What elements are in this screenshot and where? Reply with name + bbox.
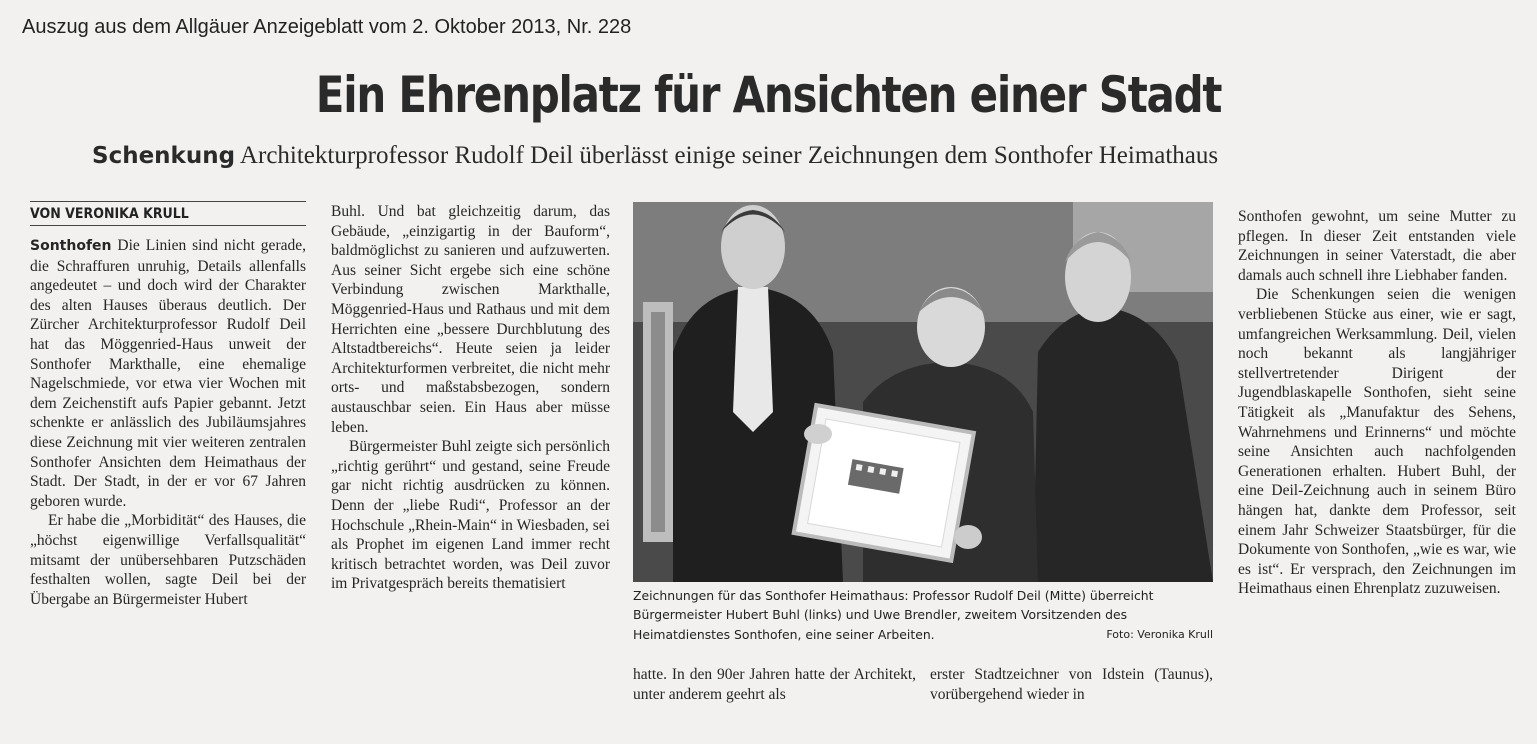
caption-text: Zeichnungen für das Sonthofer Heimathaus: Professor Rudolf Deil (Mitte) überreicht Bürgermeister Hubert Buhl (links) und Uwe Brendler, zweitem Vorsitzenden des Heimatdienstes Sonthofen, eine seiner Arbeiten. [633, 588, 1154, 642]
below-photo-column-right: erster Stadtzeichner von Idstein (Taunus), vorübergehend wieder in [930, 666, 1213, 703]
column-4 [1238, 207, 1516, 599]
column-2 [331, 202, 610, 594]
paragraph-text: Die Linien sind nicht gerade, die Schraffuren unruhig, Details allenfalls angedeutet – und doch wird der Charakter des alten Hauses überaus deutlich. Der Zürcher Architekturprofessor Rudolf Deil hat das Möggenried-Haus unweit der Sonthofer Markthalle, eine ehemalige Nagelschmiede, vor etwa vier Wochen mit dem Zeichenstift aufs Papier gebannt. Jetzt schenkte er anlässlich des Jubiläumsjahres diese Zeichnung mit vier weiteren zentralen Sonthofer Ansichten dem Heimathaus der Stadt. Der Stadt, in der er vor 67 Jahren geboren wurde. [30, 237, 306, 510]
below-photo-column-left: hatte. In den 90er Jahren hatte der Architekt, unter anderem geehrt als [633, 666, 916, 703]
paragraph: Er habe die „Morbidität“ des Hauses, die „höchst eigenwillige Verfallsqualität“ mitsamt der unübersehbaren Putzschäden festhalten wollen, sagte Deil bei der Übergabe an Bürgermeister Hubert [30, 512, 306, 608]
byline-text: VON VERONIKA KRULL [30, 206, 189, 222]
paragraph: Bürgermeister Buhl zeigte sich persönlich „richtig gerührt“ und gestand, seine Freude gar nicht richtig ausdrücken zu können. Denn der „liebe Rudi“, Professor an der Hochschule „Rhein-Main“ in Wiesbaden, sei als Prophet im eigenen Land immer recht kritisch betrachtet worden, was Deil zuvor im Privatgespräch bereits thematisiert [331, 438, 610, 593]
dateline: Sonthofen [30, 238, 112, 254]
photo-illustration [633, 202, 1213, 582]
subline [92, 142, 1218, 170]
paragraph [30, 236, 306, 511]
photo-caption [633, 586, 1213, 644]
subline-kicker: Schenkung [92, 143, 236, 169]
press-photo [633, 202, 1213, 582]
paragraph: Buhl. Und bat gleichzeitig darum, das Gebäude, „einzigartig in der Bauform“, baldmöglichst zu sanieren und aufzuwerten. Aus seiner Sicht ergebe sich eine schöne Verbindung zwischen Markthalle, Möggenried-Haus und Rathaus und mit dem Herrichten eine „bessere Durchblutung des Altstadtbereichs“. Heute seien ja leider Architekturformen verbreitet, die nicht mehr orts- und maßstabsbezogen, sondern austauschbar seien. Ein Haus aber müsse leben. [331, 203, 610, 436]
paragraph: Sonthofen gewohnt, um seine Mutter zu pflegen. In dieser Zeit entstanden viele Zeichnungen in seiner Vaterstadt, die aber damals auch schnell ihre Liebhaber fanden. [1238, 208, 1516, 284]
photo-credit: Foto: Veronika Krull [1106, 627, 1213, 641]
subline-text: Architekturprofessor Rudolf Deil überlässt einige seiner Zeichnungen dem Sonthofer Heimathaus [235, 142, 1219, 169]
headline: Ein Ehrenplatz für Ansichten einer Stadt [315, 66, 1222, 124]
column-1 [30, 236, 306, 609]
source-line: Auszug aus dem Allgäuer Anzeigeblatt vom 2. Oktober 2013, Nr. 228 [22, 16, 632, 38]
paragraph: Die Schenkungen seien die wenigen verbliebenen Stücke aus einer, wie er sagt, umfangreichen Werksammlung. Deil, vielen noch bekannt als langjähriger stellvertretender Dirigent der Jugendblaskapelle Sonthofen, sieht seine Tätigkeit als „Manufaktur des Sehens, Wahrnehmens und Erinnerns“ und möchte seine Ansichten auch nachfolgenden Generationen erhalten. Hubert Buhl, der eine Deil-Zeichnung auch in seinem Büro hängen hat, dankte dem Professor, seit einem Jahr Schweizer Staatsbürger, für die Dokumente von Sonthofen, „wie es war, wie es ist“. Er versprach, den Zeichnungen im Heimathaus einen Ehrenplatz zuzuweisen. [1238, 286, 1516, 598]
byline [30, 201, 306, 226]
